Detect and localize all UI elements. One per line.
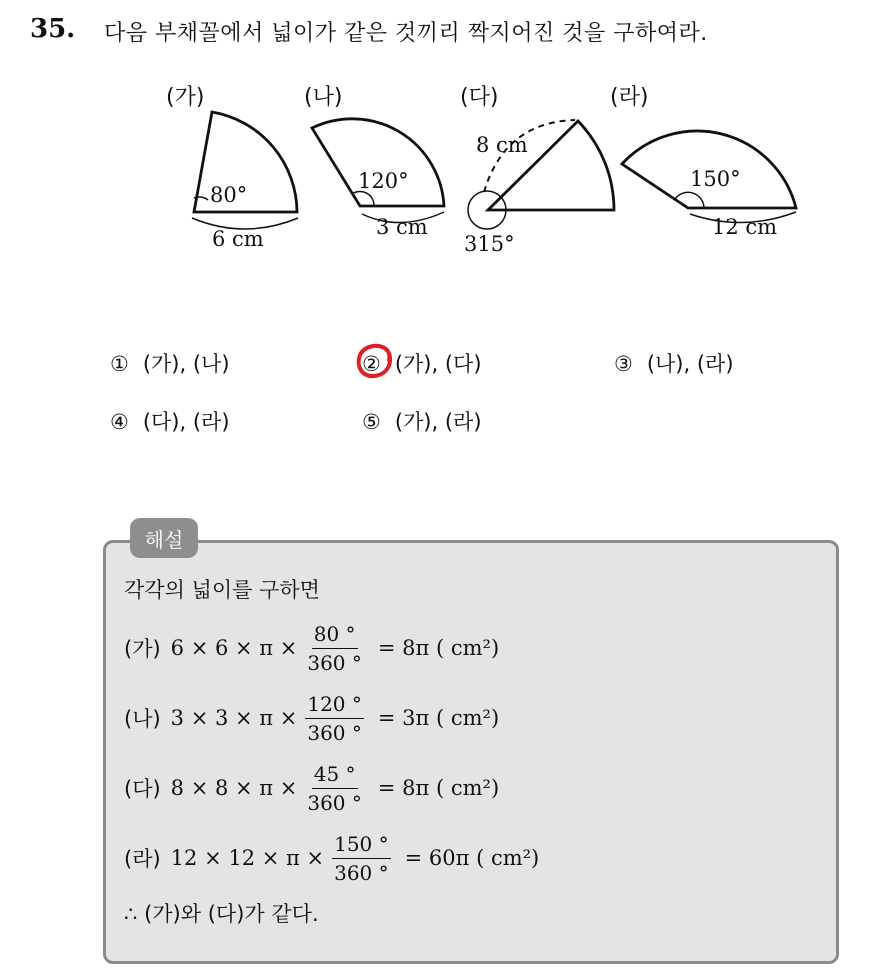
choice-5[interactable] <box>362 406 482 436</box>
solution-intro: 각각의 넓이를 구하면 <box>124 578 320 602</box>
choice-3[interactable] <box>614 348 734 378</box>
solution-line-expr: 8 × 8 × π × <box>170 776 298 800</box>
question-number: 35. <box>30 14 76 44</box>
choice-1-number: ① <box>110 352 129 376</box>
solution-line-da <box>124 758 499 818</box>
radius-label-ga: 6 cm <box>212 227 264 251</box>
radius-label-na: 3 cm <box>376 215 428 239</box>
choice-1[interactable] <box>110 348 230 378</box>
fraction <box>305 622 364 675</box>
angle-label-da: 315° <box>464 232 515 256</box>
choice-1-text: (가), (나) <box>142 352 230 376</box>
fraction-numerator: 45 ° <box>312 762 358 789</box>
radius-label-da: 8 cm <box>476 133 528 157</box>
choice-4-text: (다), (라) <box>142 410 230 434</box>
choice-5-text: (가), (라) <box>394 410 482 434</box>
conclusion-item-a: (가) <box>144 902 181 926</box>
angle-arc-ra <box>675 192 704 208</box>
solution-line-result: = 8π ( cm²) <box>377 636 500 660</box>
choice-4-number: ④ <box>110 410 129 434</box>
solution-line-label: (가) <box>124 637 161 661</box>
solution-line-result: = 60π ( cm²) <box>404 846 540 870</box>
choice-3-number: ③ <box>614 352 633 376</box>
choice-2-number: ② <box>362 352 381 376</box>
angle-label-na: 120° <box>358 169 409 193</box>
angle-label-ga: 80° <box>210 183 248 207</box>
solution-line-result: = 8π ( cm²) <box>377 776 500 800</box>
solution-line-label: (나) <box>124 707 161 731</box>
solution-line-label: (다) <box>124 777 161 801</box>
answer-circle-mark <box>354 341 394 381</box>
solution-line-result: = 3π ( cm²) <box>377 706 500 730</box>
conclusion-item-b: (다) <box>207 902 245 926</box>
fraction <box>305 692 364 745</box>
fraction-denominator: 360 ° <box>307 790 362 815</box>
solution-conclusion <box>124 898 319 928</box>
figure-label-da: (다) <box>460 85 499 110</box>
conclusion-rest: 같다. <box>271 902 319 926</box>
fraction-denominator: 360 ° <box>307 720 362 745</box>
fraction <box>305 762 364 815</box>
therefore-symbol: ∴ <box>124 902 138 926</box>
fraction-numerator: 120 ° <box>305 692 364 719</box>
choice-2-text: (가), (다) <box>394 352 482 376</box>
conclusion-particle-ga: 가 <box>244 902 265 926</box>
conclusion-particle-wa: 와 <box>180 902 202 926</box>
fraction-denominator: 360 ° <box>307 650 362 675</box>
fraction <box>332 832 391 885</box>
solution-line-label: (라) <box>124 847 161 871</box>
solution-tag: 해설 <box>130 518 198 558</box>
solution-line-expr: 3 × 3 × π × <box>170 706 298 730</box>
figure-label-ga: (가) <box>166 85 205 110</box>
choice-3-text: (나), (라) <box>646 352 734 376</box>
radius-label-ra: 12 cm <box>712 215 778 239</box>
solution-line-ra <box>124 828 539 888</box>
figure-label-ra: (라) <box>610 85 649 110</box>
sector-figures <box>0 0 884 300</box>
choice-4[interactable] <box>110 406 230 436</box>
solution-line-na <box>124 688 499 748</box>
solution-line-expr: 12 × 12 × π × <box>170 846 325 870</box>
angle-label-ra: 150° <box>690 167 741 191</box>
fraction-numerator: 150 ° <box>332 832 391 859</box>
choice-5-number: ⑤ <box>362 410 381 434</box>
solution-line-expr: 6 × 6 × π × <box>170 636 298 660</box>
fraction-numerator: 80 ° <box>312 622 358 649</box>
figure-label-na: (나) <box>304 85 343 110</box>
fraction-denominator: 360 ° <box>334 860 389 885</box>
solution-line-ga <box>124 618 499 678</box>
question-text: 다음 부채꼴에서 넓이가 같은 것끼리 짝지어진 것을 구하여라. <box>104 21 708 46</box>
